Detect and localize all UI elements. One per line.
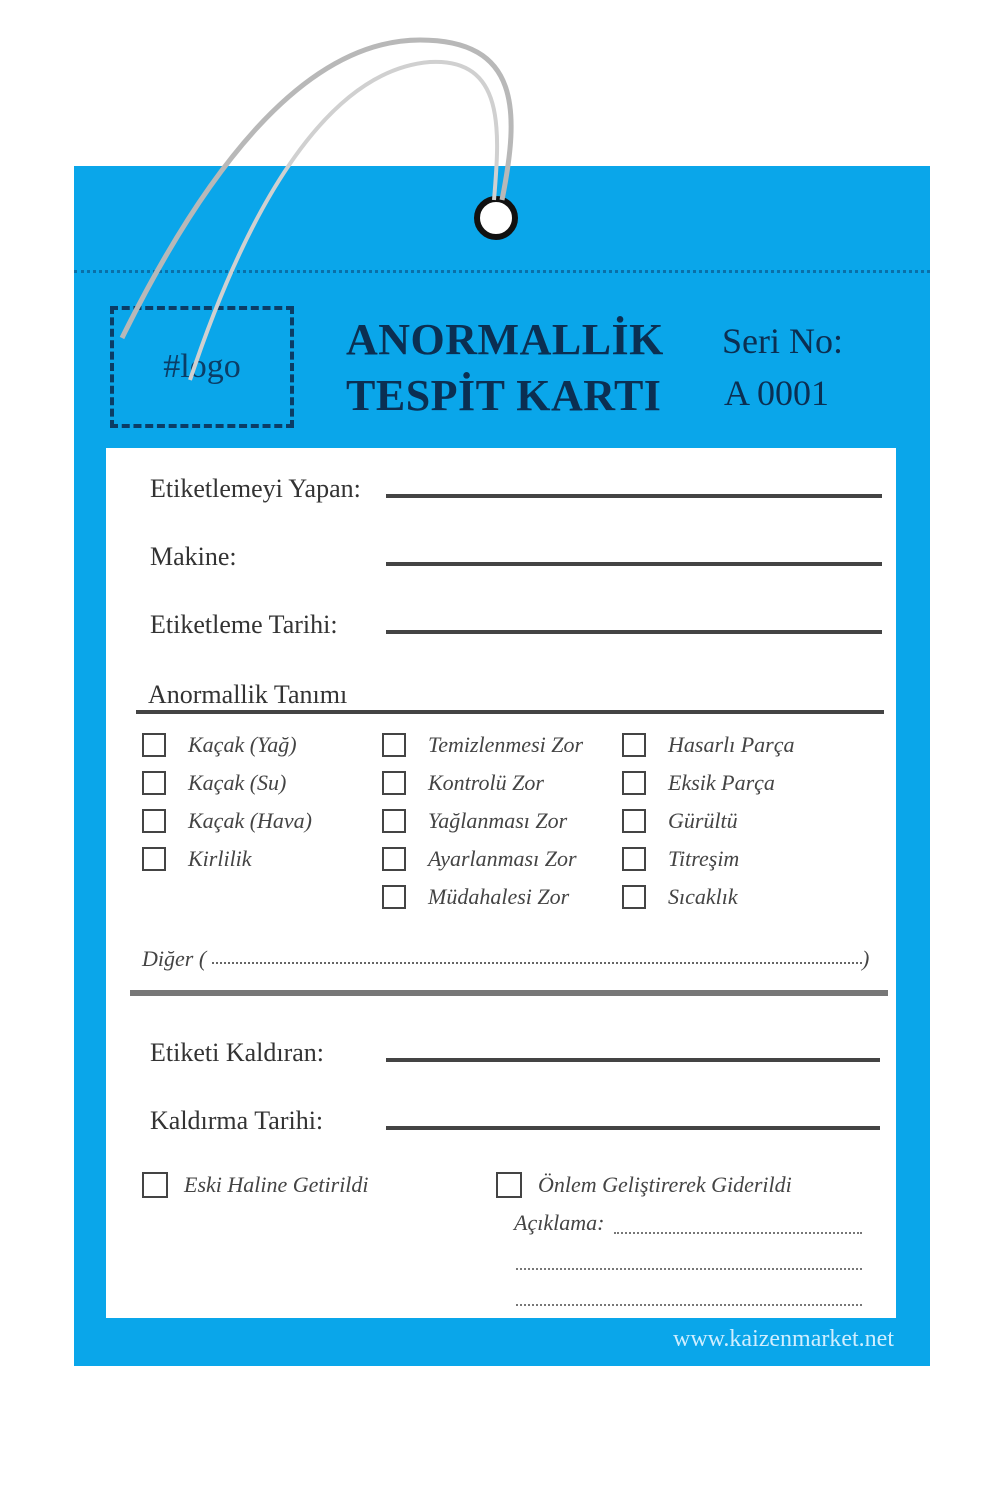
checkbox-item[interactable]: [382, 806, 567, 836]
checkbox[interactable]: [622, 847, 646, 871]
serial-value: A 0001: [724, 373, 830, 413]
checkbox-label: Ayarlanması Zor: [428, 846, 577, 871]
logo-text: #logo: [163, 348, 241, 385]
checkbox-label: Kontrolü Zor: [428, 770, 544, 795]
checkbox[interactable]: [382, 771, 406, 795]
perforation-line: [74, 270, 930, 273]
description-line[interactable]: [516, 1304, 862, 1306]
checkbox-label: Sıcaklık: [668, 884, 738, 909]
checkbox-item[interactable]: [622, 730, 795, 760]
checkbox-label: Eksik Parça: [668, 770, 775, 795]
checkbox-label: Hasarlı Parça: [668, 732, 795, 757]
checkbox-item[interactable]: [382, 768, 544, 798]
other-label: Diğer (: [142, 946, 207, 971]
section-divider: [130, 990, 888, 996]
field-line-tag-date[interactable]: [386, 630, 882, 634]
checkbox-item[interactable]: [382, 882, 569, 912]
description-line[interactable]: [614, 1232, 862, 1234]
description-line[interactable]: [516, 1268, 862, 1270]
checkbox-item[interactable]: [142, 730, 297, 760]
other-close: ): [862, 946, 870, 971]
field-line-removal-date[interactable]: [386, 1126, 880, 1130]
checkbox[interactable]: [382, 847, 406, 871]
field-line-machine[interactable]: [386, 562, 882, 566]
checkbox[interactable]: [622, 885, 646, 909]
checkbox-item[interactable]: [142, 844, 252, 874]
field-line-tagged-by[interactable]: [386, 494, 882, 498]
checkbox-item[interactable]: [622, 806, 738, 836]
checkbox[interactable]: [622, 809, 646, 833]
checkbox-label: Kaçak (Hava): [188, 808, 313, 833]
checkbox-label: Müdahalesi Zor: [428, 884, 570, 909]
checkbox-item[interactable]: [382, 844, 577, 874]
checkbox-label: Gürültü: [668, 808, 738, 833]
checkbox[interactable]: [142, 809, 166, 833]
option-improve-label: Önlem Geliştirerek Giderildi: [538, 1172, 792, 1197]
checkbox[interactable]: [142, 733, 166, 757]
checkbox-item[interactable]: [622, 844, 739, 874]
checkbox[interactable]: [142, 771, 166, 795]
checkbox-label: Kaçak (Su): [188, 770, 287, 795]
checkbox[interactable]: [496, 1172, 522, 1198]
field-label-removed-by: Etiketi Kaldıran:: [150, 1038, 325, 1067]
checkbox[interactable]: [382, 885, 406, 909]
checkbox[interactable]: [622, 733, 646, 757]
field-label-removal-date: Kaldırma Tarihi:: [150, 1106, 324, 1135]
description-label: Açıklama:: [514, 1210, 605, 1235]
checkbox-label: Yağlanması Zor: [428, 808, 568, 833]
checkbox-item[interactable]: [382, 730, 583, 760]
checkbox-item[interactable]: [142, 768, 286, 798]
website-url: www.kaizenmarket.net: [672, 1326, 894, 1352]
serial-label: Seri No:: [722, 321, 843, 361]
other-field[interactable]: [212, 962, 862, 964]
checkbox-item[interactable]: [622, 768, 775, 798]
eyelet-hole: [474, 196, 518, 240]
option-improve[interactable]: [496, 1172, 792, 1198]
checkbox[interactable]: [382, 733, 406, 757]
anomaly-section-title: Anormallik Tanımı: [148, 680, 348, 709]
card-title: [346, 312, 706, 424]
checkbox-item[interactable]: [142, 806, 312, 836]
logo-placeholder: [110, 306, 294, 428]
option-restore-label: Eski Haline Getirildi: [184, 1172, 369, 1197]
option-restore[interactable]: [142, 1172, 369, 1198]
checkbox[interactable]: [142, 847, 166, 871]
checkbox[interactable]: [142, 1172, 168, 1198]
anomaly-section-rule: [136, 710, 884, 714]
checkbox-label: Kaçak (Yağ): [188, 732, 297, 757]
checkbox[interactable]: [622, 771, 646, 795]
field-line-removed-by[interactable]: [386, 1058, 880, 1062]
field-label-tagged-by: Etiketlemeyi Yapan:: [150, 474, 361, 503]
checkbox-label: Temizlenmesi Zor: [428, 732, 584, 757]
checkbox[interactable]: [382, 809, 406, 833]
checkbox-item[interactable]: [622, 882, 738, 912]
field-label-tag-date: Etiketleme Tarihi:: [150, 610, 338, 639]
title-line-1: ANORMALLİK: [346, 315, 664, 364]
field-label-machine: Makine:: [150, 542, 237, 571]
checkbox-label: Kirlilik: [188, 846, 252, 871]
checkbox-label: Titreşim: [668, 846, 740, 871]
title-line-2: TESPİT KARTI: [346, 371, 662, 420]
